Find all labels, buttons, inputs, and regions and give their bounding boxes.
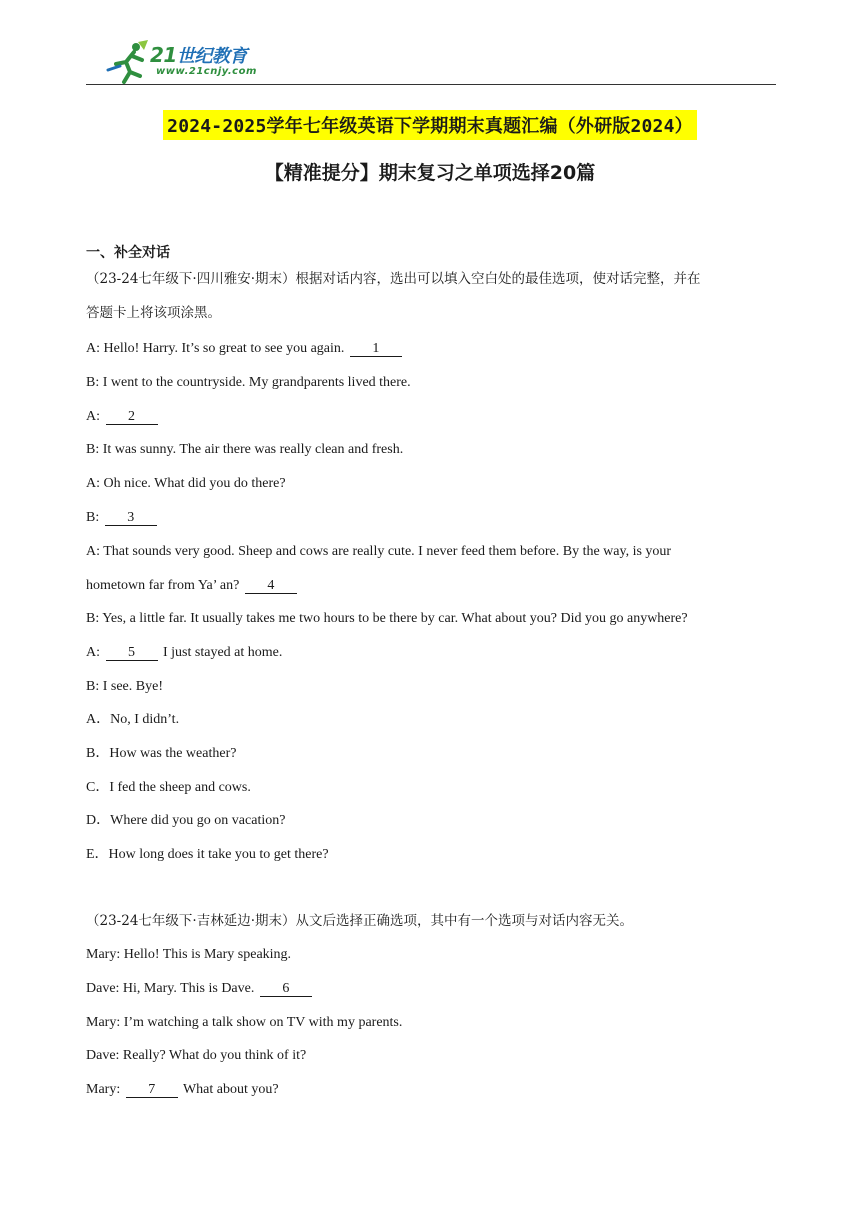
- option-item[interactable]: B．How was the weather?: [86, 745, 237, 761]
- dialogue-text: A:: [86, 645, 104, 661]
- dialogue-text: A: Hello! Harry. It’s so great to see you again.: [86, 341, 348, 356]
- document-title: 2024-2025学年七年级英语下学期期末真题汇编（外研版2024）: [163, 110, 697, 140]
- logo-url: www.21cnjy.com: [156, 66, 257, 77]
- option-item[interactable]: E．How long does it take you to get there?: [86, 847, 329, 863]
- dialogue-text: B:: [86, 510, 103, 525]
- dialogue-text: B: Yes, a little far. It usually takes me two hours to be there by car. What about you? Did you go anywhere?: [86, 611, 688, 627]
- question-intro: （23-24七年级下·四川雅安·期末）根据对话内容，选出可以填入空白处的最佳选项，使对话完整，并在: [86, 271, 701, 287]
- option-item[interactable]: A．No, I didn’t.: [86, 712, 180, 727]
- dialogue-text: B: It was sunny. The air there was really clean and fresh.: [86, 442, 404, 458]
- option-item[interactable]: D．Where did you go on vacation?: [86, 813, 286, 829]
- page-header: [86, 38, 776, 88]
- dialogue-line: [86, 678, 776, 696]
- dialogue-text: I just stayed at home.: [159, 645, 283, 661]
- question-intro-cont: 答题卡上将该项涂黑。: [86, 305, 221, 321]
- answer-blank[interactable]: 2: [106, 409, 158, 425]
- dialogue-line: [86, 509, 776, 527]
- dialogue-line: [86, 408, 776, 426]
- dialogue-text: A:: [86, 408, 104, 424]
- dialogue-text: Mary: Hello! This is Mary speaking.: [86, 947, 292, 962]
- answer-blank[interactable]: 3: [105, 510, 157, 526]
- dialogue-text: A: That sounds very good. Sheep and cows are really cute. I never feed them before. By the way, is your: [86, 543, 672, 559]
- logo: [106, 40, 276, 84]
- dialogue-text: What about you?: [179, 1082, 279, 1098]
- dialogue-line: [86, 577, 776, 595]
- dialogue-line: [86, 946, 776, 964]
- dialogue-text: A: Oh nice. What did you do there?: [86, 476, 286, 492]
- section-heading: 一、补全对话: [86, 245, 170, 261]
- logo-text: 21世纪教育: [150, 43, 247, 67]
- runner-logo-icon: [106, 40, 150, 84]
- answer-blank[interactable]: 7: [126, 1082, 178, 1098]
- subtitle-row: [0, 158, 860, 185]
- answer-blank[interactable]: 4: [245, 578, 297, 594]
- dialogue-line: [86, 1081, 776, 1099]
- answer-blank[interactable]: 1: [350, 341, 402, 357]
- dialogue-text: B: I see. Bye!: [86, 679, 163, 694]
- dialogue-line: [86, 340, 776, 358]
- answer-blank[interactable]: 6: [260, 981, 312, 997]
- question-intro-2: （23-24七年级下·吉林延边·期末）从文后选择正确选项，其中有一个选项与对话内容无关。: [86, 913, 633, 929]
- dialogue-line: [86, 1014, 776, 1032]
- dialogue-line: [86, 475, 776, 493]
- title-row: [0, 110, 860, 140]
- dialogue-text: B: I went to the countryside. My grandparents lived there.: [86, 374, 411, 390]
- dialogue-text: Mary: I’m watching a talk show on TV with my parents.: [86, 1014, 403, 1030]
- dialogue-line: [86, 543, 776, 561]
- dialogue-text: Mary:: [86, 1082, 124, 1098]
- dialogue-line: [86, 610, 776, 628]
- document-subtitle: 【精准提分】期末复习之单项选择20篇: [264, 162, 596, 184]
- option-item[interactable]: C．I fed the sheep and cows.: [86, 779, 251, 795]
- dialogue-line: [86, 441, 776, 459]
- dialogue-text: hometown far from Ya’ an?: [86, 577, 243, 593]
- header-divider: [86, 84, 776, 85]
- dialogue-line: [86, 980, 776, 998]
- dialogue-line: [86, 1047, 776, 1065]
- dialogue-text: Dave: Hi, Mary. This is Dave.: [86, 980, 258, 996]
- dialogue-text: Dave: Really? What do you think of it?: [86, 1048, 307, 1064]
- answer-blank[interactable]: 5: [106, 645, 158, 661]
- dialogue-line: [86, 644, 776, 662]
- dialogue-line: [86, 374, 776, 392]
